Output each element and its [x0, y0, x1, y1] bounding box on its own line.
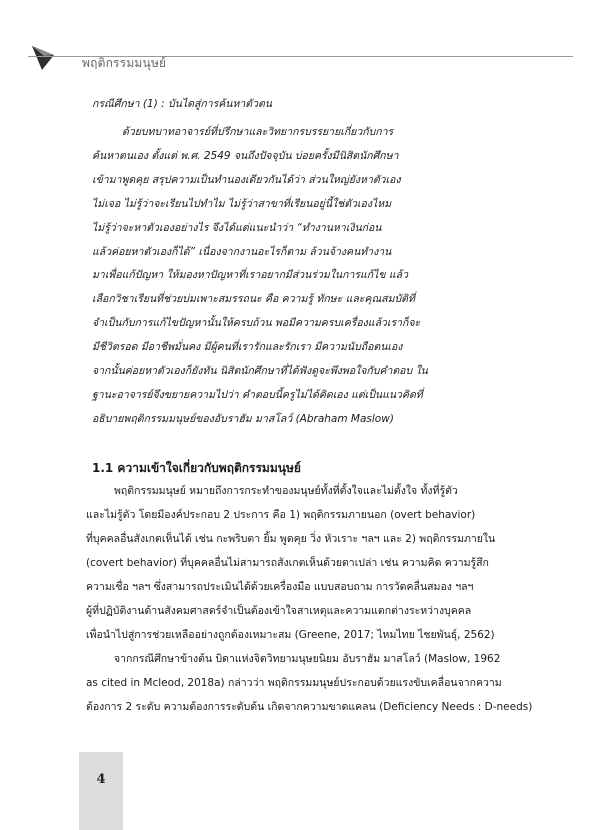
page-header — [28, 20, 573, 80]
case-study-line: เลือกวิชาเรียนที่ช่วยบ่มเพาะสมรรถนะ คือ ความรู้ ทักษะ และคุณสมบัติที่ — [92, 293, 415, 306]
body-line: ผู้ที่ปฏิบัติงานด้านสังคมศาสตร์จำเป็นต้องเข้าใจสาเหตุและความแตกต่างระหว่างบุคคล — [86, 605, 472, 617]
case-study-title: กรณีศึกษา (1) : บันไดสู่การค้นหาตัวตน — [92, 98, 272, 110]
body-line: ต้องการ 2 ระดับ ความต้องการระดับต้น เกิดจากความขาดแคลน (Deficiency Needs : D-needs) — [86, 701, 533, 713]
case-study-line: ค้นหาตนเอง ตั้งแต่ พ.ศ. 2549 จนถึงปัจจุบัน บ่อยครั้งมีนิสิตนักศึกษา — [92, 149, 399, 162]
section-heading: 1.1 ความเข้าใจเกี่ยวกับพฤติกรรมมนุษย์ — [92, 461, 301, 475]
case-study-paragraph — [92, 121, 538, 432]
case-study-line: อธิบายพฤติกรรมมนุษย์ของอับราฮัม มาสโลว์ (Abraham Maslow) — [92, 412, 394, 425]
case-study-line: จำเป็นกับการแก้ไขปัญหานั้นให้ครบถ้วน พอมีความครบเครื่องแล้วเราก็จะ — [92, 317, 421, 330]
page-number: 4 — [96, 772, 106, 787]
case-study-line: ไม่เจอ ไม่รู้ว่าจะเรียนไปทำไม ไม่รู้ว่าสาขาที่เรียนอยู่นี้ใช่ตัวเองไหม — [92, 197, 392, 210]
case-study-line: ด้วยบทบาทอาจารย์ที่ปรึกษาและวิทยากรบรรยายเกี่ยวกับการ — [122, 126, 394, 138]
body-line: เพื่อนำไปสู่การช่วยเหลืออย่างถูกต้องเหมาะสม (Greene, 2017; ไหมไทย ไชยพันธุ์, 2562) — [86, 629, 495, 641]
case-study-line: แล้วค่อยหาตัวเองก็ได้” เนื่องจากงานอะไรก็ตาม ล้วนจ้างคนทำงาน — [92, 245, 392, 258]
case-study-line: ฐานะอาจารย์จึงขยายความไปว่า คำตอบนี้ครูไม่ได้คิดเอง แต่เป็นแนวคิดที่ — [92, 388, 423, 401]
body-line: พฤติกรรมมนุษย์ หมายถึงการกระทำของมนุษย์ทั้งที่ตั้งใจและไม่ตั้งใจ ทั้งที่รู้ตัว — [114, 485, 458, 497]
body-paragraph — [86, 647, 542, 719]
body-line: และไม่รู้ตัว โดยมีองค์ประกอบ 2 ประการ คือ 1) พฤติกรรมภายนอก (overt behavior) — [86, 509, 476, 521]
body-line: (covert behavior) ที่บุคคลอื่นไม่สามารถสังเกตเห็นด้วยตาเปล่า เช่น ความคิด ความรู้สึก — [86, 557, 489, 569]
body-line: ความเชื่อ ฯลฯ ซึ่งสามารถประเมินได้ด้วยเครื่องมือ แบบสอบถาม การวัดคลื่นสมอง ฯลฯ — [86, 581, 474, 593]
case-study-line: มาเพื่อแก้ปัญหา ให้มองหาปัญหาที่เราอยากมีส่วนร่วมในการแก้ไข แล้ว — [92, 269, 409, 282]
book-logo-icon — [32, 44, 54, 70]
body-paragraph — [86, 479, 542, 647]
page-number-tab — [79, 752, 123, 830]
case-study-line: มีชีวิตรอด มีอาชีพมั่นคง มีผู้คนที่เรารักและรักเรา มีความนับถือตนเอง — [92, 341, 403, 354]
body-line: จากกรณีศึกษาข้างต้น บิดาแห่งจิตวิทยามนุษยนิยม อับราฮัม มาสโลว์ (Maslow, 1962 — [114, 653, 501, 665]
header-title: พฤติกรรมมนุษย์ — [82, 56, 167, 70]
case-study-line: เข้ามาพูดคุย สรุปความเป็นทำนองเดียวกันได้ว่า ส่วนใหญ่ยังหาตัวเอง — [92, 173, 401, 186]
case-study-line: จากนั้นค่อยหาตัวเองก็ยังทัน นิสิตนักศึกษาที่ได้ฟังดูจะพึงพอใจกับคำตอบ ใน — [92, 365, 428, 378]
body-line: ที่บุคคลอื่นสังเกตเห็นได้ เช่น กะพริบตา ยิ้ม พูดคุย วิ่ง หัวเราะ ฯลฯ และ 2) พฤติกรรมภายใน — [86, 533, 496, 545]
case-study-line: ไม่รู้ว่าจะหาตัวเองอย่างไร จึงได้แต่แนะนำว่า “ทำงานหาเงินก่อน — [92, 221, 382, 234]
body-line: as cited in Mcleod, 2018a) กล่าวว่า พฤติกรรมมนุษย์ประกอบด้วยแรงขับเคลื่อนจากความ — [86, 677, 502, 689]
